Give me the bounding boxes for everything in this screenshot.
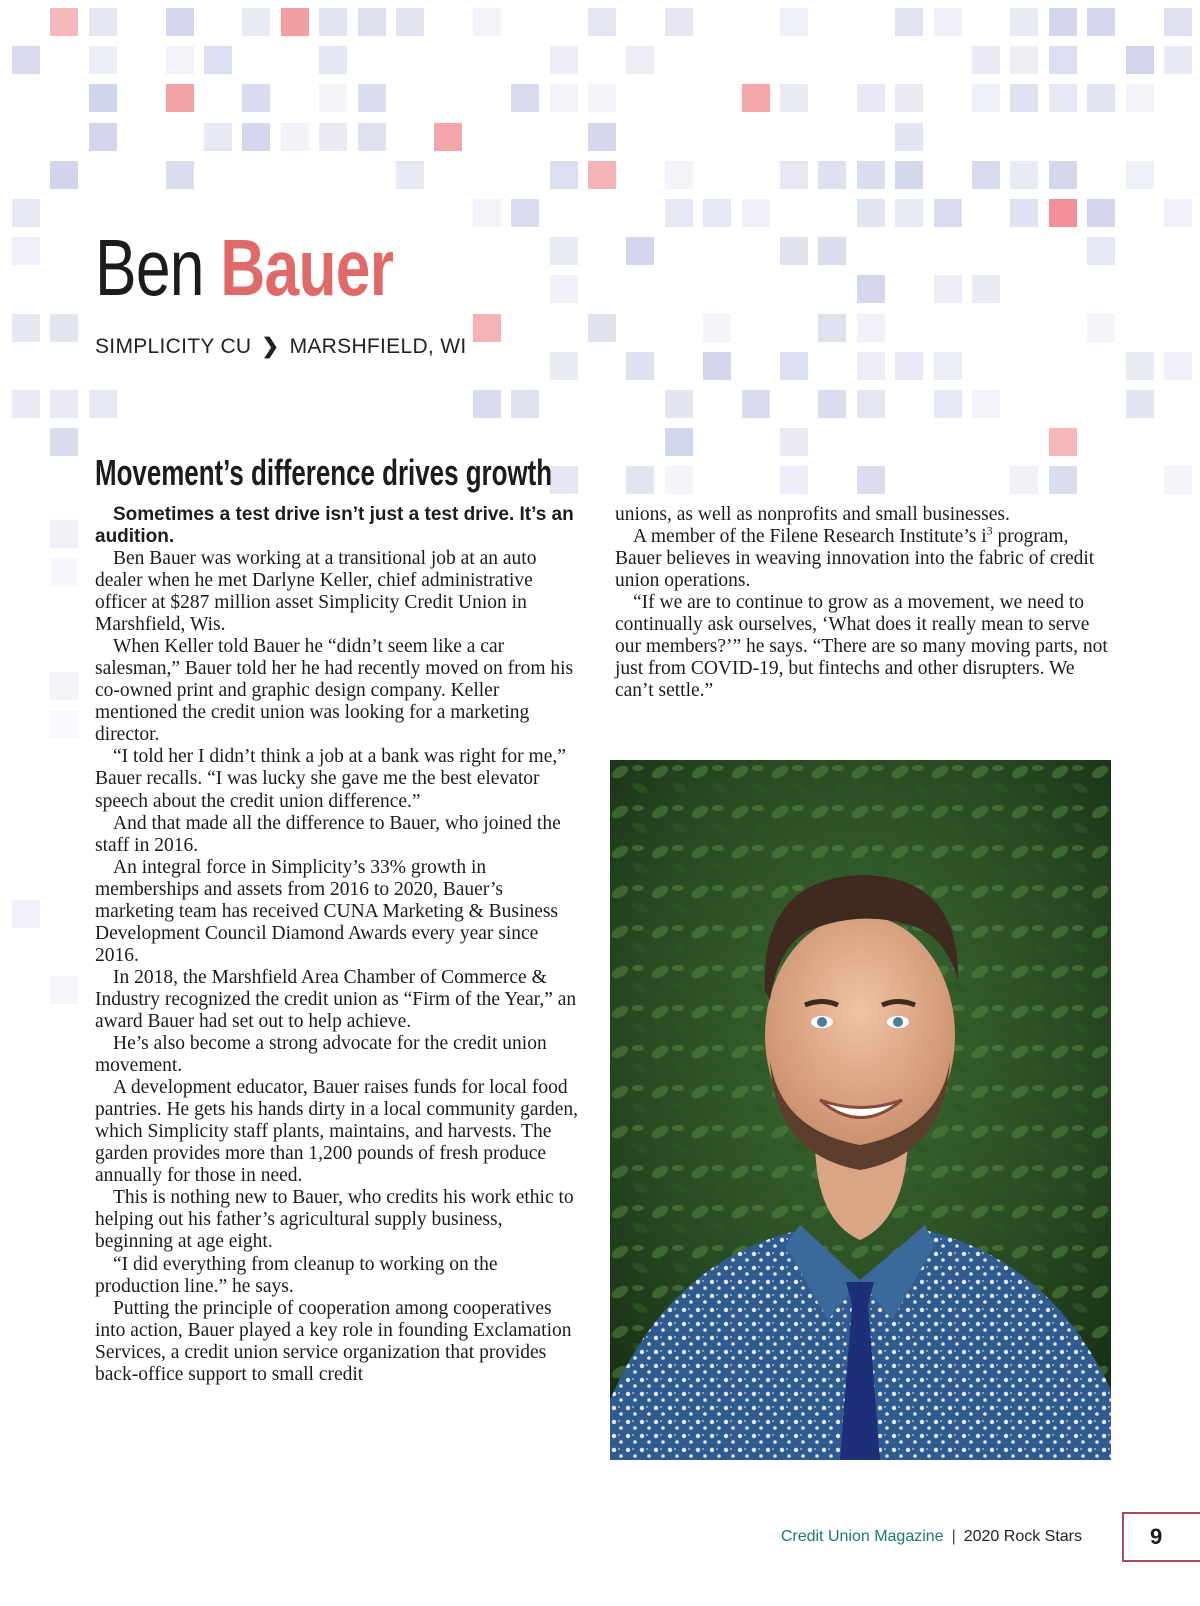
last-name: Bauer <box>220 223 394 312</box>
page-footer <box>781 1528 1082 1546</box>
page-title <box>95 223 394 312</box>
body-paragraph: This is nothing new to Bauer, who credits his work ethic to helping out his father’s agricultural supply business, beginning at age eight. <box>95 1187 574 1253</box>
continuation-paragraph: unions, as well as nonprofits and small businesses. <box>615 504 1010 525</box>
body-paragraph: “I told her I didn’t think a job at a bank was right for me,” Bauer recalls. “I was lucky she gave me the best elevator speech about the credit union difference.” <box>95 746 566 812</box>
body-paragraph: Ben Bauer was working at a transitional job at an auto dealer when he met Darlyne Keller, chief administrative officer at $287 million asset Simplicity Credit Union in Marshfield, Wis. <box>95 548 537 636</box>
footer-divider: | <box>951 1528 956 1545</box>
body-paragraph: Putting the principle of cooperation among cooperatives into action, Bauer played a key role in founding Exclamation Services, a credit union service organization that provides back-office support to small credit <box>95 1297 572 1385</box>
body-paragraph: A member of the Filene Research Institute’s $i^3$ program, Bauer believes in weaving innovation into the fabric of credit union operations. <box>615 523 1095 592</box>
body-paragraph: “I did everything from cleanup to working on the production line.” he says. <box>95 1253 498 1297</box>
first-name: Ben <box>95 223 204 312</box>
issue-name: 2020 Rock Stars <box>963 1528 1082 1545</box>
magazine-name: Credit Union Magazine <box>780 1528 944 1545</box>
decorative-left-squares <box>0 520 90 1220</box>
page-number: 9 <box>1122 1512 1200 1562</box>
left-body <box>95 548 585 1386</box>
body-paragraph: A development educator, Bauer raises funds for local food pantries. He gets his hands dirty in a local community garden, which Simplicity staff plants, maintains, and harvests. The garden provides more than 1,200 pounds of fresh produce annually for those in need. <box>95 1077 579 1187</box>
article-headline: Movement’s difference drives growth <box>95 452 553 493</box>
location: MARSHFIELD, WI <box>289 335 467 358</box>
body-paragraph: In 2018, the Marshfield Area Chamber of Commerce & Industry recognized the credit union as “Firm of the Year,” an award Bauer had set out to help achieve. <box>95 966 577 1032</box>
organization-location <box>95 334 466 359</box>
chevron-right-icon: ❯ <box>261 335 280 358</box>
article-column-right <box>615 504 1115 702</box>
article-deck: Sometimes a test drive isn’t just a test drive. It’s an audition. <box>95 504 574 547</box>
body-paragraph: He’s also become a strong advocate for the credit union movement. <box>95 1033 547 1077</box>
quote-paragraph: “If we are to continue to grow as a movement, we need to continually ask ourselves, ‘What does it really mean to serve our members?’” he says. “There are so many moving parts, not just from COVID-19, but fintechs and other disrupters. We can’t settle.” <box>615 592 1108 702</box>
body-paragraph: An integral force in Simplicity’s 33% growth in memberships and assets from 2016 to 2020, Bauer’s marketing team has received CUNA Marketing & Business Development Council Diamond Awards every year since 2016. <box>95 856 559 966</box>
article-column-left <box>95 504 585 1386</box>
portrait-photo <box>610 760 1111 1460</box>
body-paragraph: When Keller told Bauer he “didn’t seem like a car salesman,” Bauer told her he had recently moved on from his co-owned print and graphic design company. Keller mentioned the credit union was looking for a marketing director. <box>95 636 574 746</box>
organization-name: SIMPLICITY CU <box>95 335 252 358</box>
body-paragraph: And that made all the difference to Bauer, who joined the staff in 2016. <box>95 812 561 856</box>
